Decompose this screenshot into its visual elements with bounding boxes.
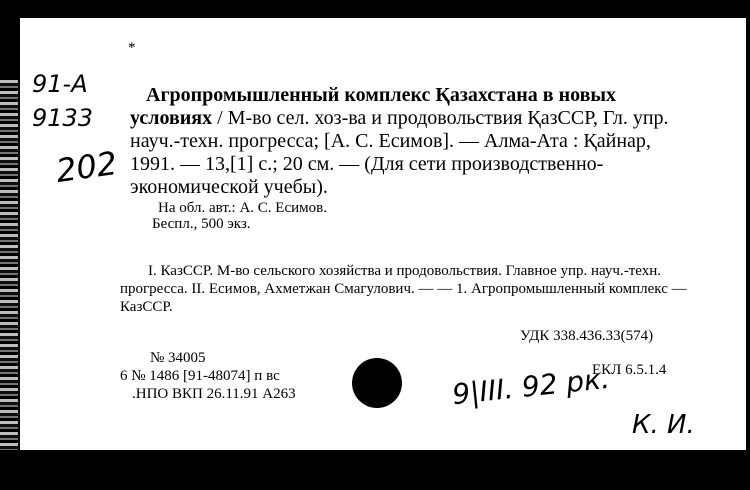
card-description: / М-во сел. хоз-ва и продовольствия ҚазССР, Гл. упр. науч.-техн. прогресса; [А. С. Есимов]. — Алма-Ата : Қайнар, 1991. — 13,[1] с.; 20 см. — (Для сети производственно-экономической учебы). <box>130 107 669 198</box>
handwritten-initials: К. И. <box>632 410 695 440</box>
order-line: 6 № 1486 [91-48074] п вс <box>120 368 280 384</box>
handwritten-shelf-mark-2: 9133 <box>32 104 94 132</box>
asterisk-mark: * <box>128 40 136 56</box>
punch-hole <box>352 358 402 408</box>
subject-headings <box>120 262 690 316</box>
bibliographic-description <box>130 84 680 199</box>
publisher-code: .НПО ВКП 26.11.91 А263 <box>132 386 296 402</box>
handwritten-number-mark: 202 <box>53 143 120 191</box>
price-note: Беспл., 500 экз. <box>152 216 251 232</box>
handwritten-shelf-mark-1: 91-А <box>32 70 88 98</box>
card-title: Агропромышленный комплекс Қазахстана в новых условиях <box>130 84 617 129</box>
catalog-card <box>20 18 746 450</box>
handwritten-date-mark: 9|III. 92 рк. <box>450 361 612 412</box>
udc-code: УДК 338.436.33(574) <box>520 328 654 344</box>
ekl-code: ЕКЛ 6.5.1.4 <box>592 362 667 378</box>
subject-headings-text: I. КазССР. М-во сельского хозяйства и продовольствия. Главное упр. науч.-техн. прогресса. II. Есимов, Ахметжан Смагулович. — — 1. Агропромышленный комплекс — КазССР. <box>120 263 687 315</box>
author-note: На обл. авт.: А. С. Есимов. <box>158 200 327 216</box>
scan-edge-strip <box>0 80 18 450</box>
card-number: № 34005 <box>150 350 206 366</box>
